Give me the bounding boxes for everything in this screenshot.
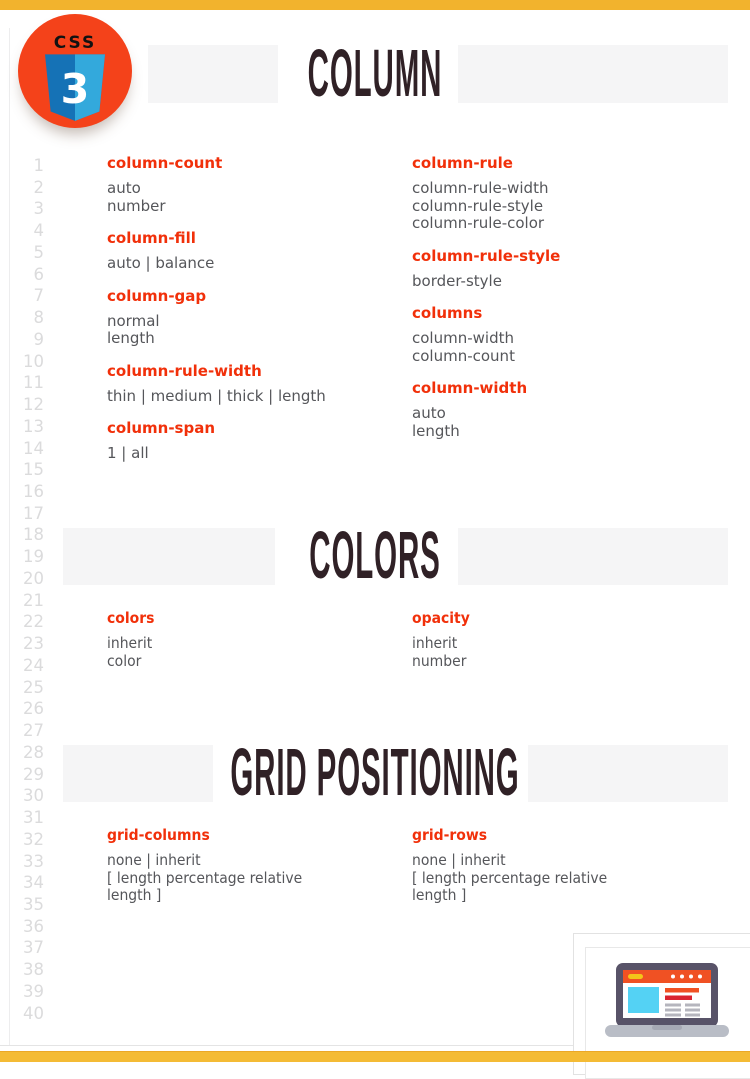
line-number: 23	[23, 634, 44, 654]
column-section-right	[412, 153, 732, 453]
line-number: 38	[23, 960, 44, 980]
property-value: none | inherit	[412, 851, 506, 869]
line-number: 12	[23, 395, 44, 415]
colors-section-left	[107, 608, 386, 683]
property-name: column-fill	[107, 229, 196, 247]
property-value: 1 | all	[107, 444, 149, 462]
line-number: 34	[23, 873, 44, 893]
line-number: 24	[23, 655, 44, 675]
css3-shield-icon	[45, 54, 105, 124]
property-values	[107, 388, 407, 406]
header-decor-box	[528, 745, 728, 802]
left-margin-rule	[9, 28, 10, 1045]
section-title-grid-positioning: GRID POSITIONING	[230, 735, 520, 810]
property-value: column-rule-style	[412, 196, 544, 215]
line-number: 33	[23, 851, 44, 871]
header-decor-box	[63, 745, 213, 802]
line-number: 26	[23, 699, 44, 719]
property-value: [ length percentage relative	[107, 868, 303, 887]
line-number: 29	[23, 764, 44, 784]
property-value: column-rule-width	[412, 179, 549, 197]
property-name: column-count	[107, 154, 223, 172]
property-values	[412, 635, 691, 670]
line-number: 14	[23, 438, 44, 458]
property-name: opacity	[412, 609, 470, 627]
grid-section-left	[107, 825, 386, 918]
line-number: 39	[23, 981, 44, 1001]
line-number: 21	[23, 590, 44, 610]
line-number: 1	[33, 156, 44, 175]
line-number: 6	[33, 264, 44, 284]
line-number: 8	[33, 308, 44, 328]
property-name: column-width	[412, 379, 528, 397]
property-name: grid-rows	[412, 826, 488, 844]
property-values	[107, 313, 407, 348]
property-value: auto	[107, 179, 141, 197]
line-number-column	[16, 155, 44, 1024]
property-value: number	[107, 196, 166, 215]
line-number: 30	[23, 786, 44, 806]
property-value: none | inherit	[107, 851, 201, 869]
line-number: 20	[23, 568, 44, 588]
property-value: number	[412, 651, 467, 670]
line-number: 37	[23, 938, 44, 958]
svg-text:3: 3	[60, 65, 90, 114]
line-number: 27	[23, 721, 44, 741]
line-number: 17	[23, 503, 44, 523]
property-name: grid-columns	[107, 826, 210, 844]
line-number: 36	[23, 916, 44, 936]
line-number: 2	[33, 177, 44, 197]
css-logo-text: CSS	[53, 33, 97, 53]
line-number: 35	[23, 894, 44, 914]
property-values	[107, 180, 407, 215]
line-number: 9	[33, 329, 44, 349]
grid-section-right	[412, 825, 691, 918]
property-value: length ]	[412, 886, 467, 904]
line-number: 19	[23, 547, 44, 567]
property-value: column-count	[412, 346, 515, 365]
section-title-column: COLUMN	[307, 36, 443, 111]
property-name: column-rule-style	[412, 246, 561, 265]
property-value: [ length percentage relative	[412, 868, 608, 887]
line-number: 18	[23, 525, 44, 545]
property-values	[412, 852, 691, 905]
property-name: column-rule	[412, 154, 513, 172]
property-values	[412, 405, 732, 440]
colors-section-right	[412, 608, 691, 683]
property-values	[107, 445, 407, 463]
property-value: length	[107, 329, 155, 347]
section-title-colors: COLORS	[309, 518, 441, 593]
column-section-left	[107, 153, 407, 476]
property-value: color	[107, 651, 142, 670]
property-values	[412, 273, 732, 291]
property-value: inherit	[412, 634, 458, 652]
property-value: normal	[107, 311, 160, 330]
property-value: border-style	[412, 271, 502, 290]
line-number: 40	[23, 1003, 44, 1023]
css3-logo	[18, 14, 132, 128]
line-number: 15	[23, 460, 44, 480]
property-name: column-rule-width	[107, 361, 262, 380]
property-value: auto | balance	[107, 254, 215, 272]
line-number: 4	[33, 221, 44, 241]
laptop-browser-icon	[605, 963, 729, 1039]
line-number: 31	[23, 808, 44, 828]
property-values	[107, 635, 386, 670]
line-number: 3	[33, 199, 44, 219]
line-number: 7	[33, 286, 44, 306]
line-number: 22	[23, 612, 44, 632]
line-number: 10	[23, 351, 44, 371]
line-number: 5	[33, 242, 44, 262]
line-number: 11	[23, 373, 44, 393]
property-name: columns	[412, 304, 483, 322]
property-value: thin | medium | thick | length	[107, 386, 326, 405]
property-values	[412, 180, 732, 233]
line-number: 28	[23, 742, 44, 762]
property-name: column-span	[107, 419, 216, 437]
property-value: column-width	[412, 329, 514, 347]
line-number: 13	[23, 416, 44, 436]
property-value: auto	[412, 404, 446, 422]
property-name: colors	[107, 609, 155, 627]
property-value: column-rule-color	[412, 214, 545, 232]
property-value: length	[412, 421, 460, 440]
property-value: inherit	[107, 634, 153, 652]
property-values	[412, 330, 732, 365]
top-accent-bar	[0, 0, 750, 10]
property-values	[107, 255, 407, 273]
property-values	[107, 852, 386, 905]
bottom-accent-bar	[0, 1051, 750, 1062]
property-value: length ]	[107, 886, 162, 904]
property-name: column-gap	[107, 286, 207, 305]
line-number: 25	[23, 677, 44, 697]
line-number: 16	[23, 482, 44, 502]
line-number: 32	[23, 829, 44, 849]
